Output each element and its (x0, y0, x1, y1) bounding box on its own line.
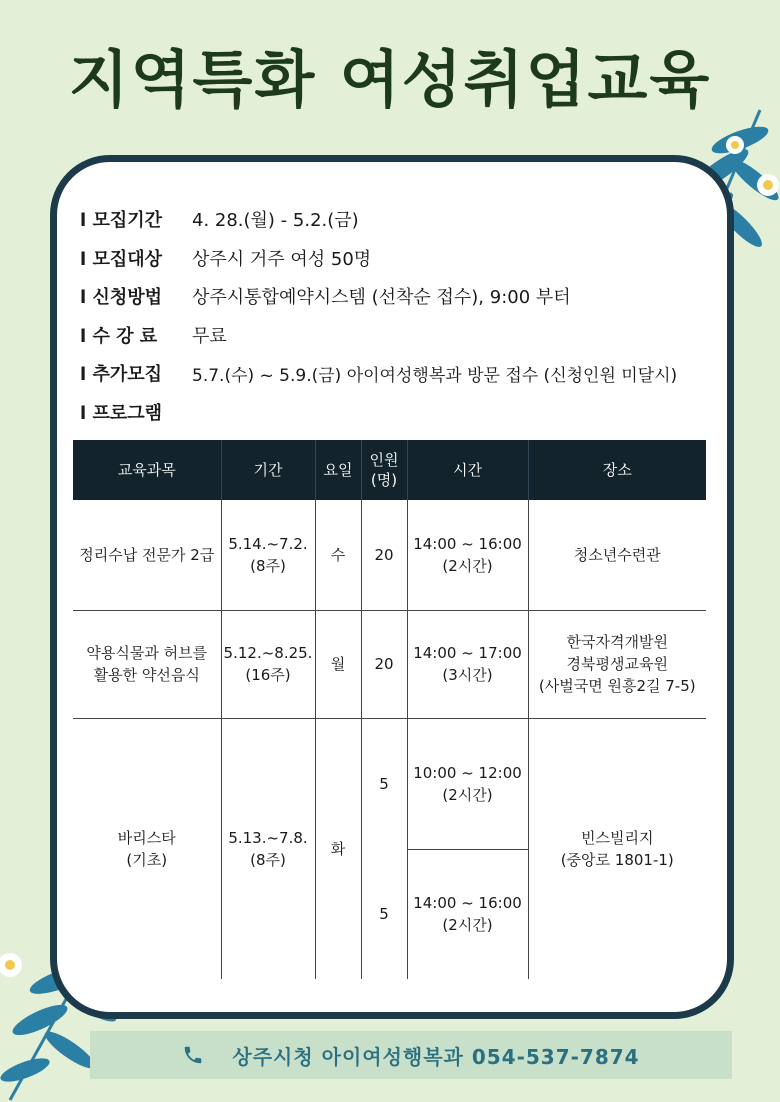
table-row (73, 718, 706, 849)
header-period: 기간 (221, 440, 315, 500)
info-label: l 신청방법 (80, 283, 192, 309)
info-label: l 수 강 료 (80, 322, 192, 348)
info-value: 상주시 거주 여성 50명 (192, 248, 372, 270)
phone-icon (182, 1044, 204, 1066)
contact-text: 상주시청 아이여성행복과 054-537-7874 (232, 1044, 640, 1069)
info-value: 상주시통합예약시스템 (선착순 접수), 9:00 부터 (192, 287, 571, 309)
cell-time: 10:00 ~ 12:00 (2시간) (407, 718, 528, 849)
header-people: 인원 (명) (361, 440, 407, 500)
info-label: l 추가모집 (80, 360, 192, 386)
cell-people: 5 (361, 849, 407, 979)
cell-day: 월 (315, 610, 361, 718)
info-list (80, 200, 740, 431)
info-value: 무료 (192, 325, 227, 347)
cell-day: 수 (315, 500, 361, 610)
cell-period: 5.14.~7.2. (8주) (221, 500, 315, 610)
info-row-apply-method (80, 277, 740, 316)
cell-period: 5.12.~8.25. (16주) (221, 610, 315, 718)
program-table (73, 440, 706, 979)
header-time: 시간 (407, 440, 528, 500)
header-day: 요일 (315, 440, 361, 500)
info-row-recruit-period (80, 200, 740, 239)
cell-place: 빈스빌리지 (중앙로 1801-1) (528, 718, 706, 979)
cell-day: 화 (315, 718, 361, 979)
cell-people: 20 (361, 500, 407, 610)
header-course: 교육과목 (73, 440, 221, 500)
contact-bar (90, 1031, 732, 1079)
info-row-fee (80, 316, 740, 355)
info-row-additional (80, 354, 740, 393)
cell-people: 20 (361, 610, 407, 718)
table-header-row (73, 440, 706, 500)
cell-place: 한국자격개발원 경북평생교육원 (사벌국면 원흥2길 7-5) (528, 610, 706, 718)
cell-period: 5.13.~7.8. (8주) (221, 718, 315, 979)
info-value: 4. 28.(월) - 5.2.(금) (192, 210, 359, 232)
page-title: 지역특화 여성취업교육 (68, 43, 712, 116)
info-label: l 모집대상 (80, 245, 192, 271)
info-row-program (80, 393, 740, 432)
table-row (73, 500, 706, 610)
info-label: l 모집기간 (80, 206, 192, 232)
info-value: 5.7.(수) ~ 5.9.(금) 아이여성행복과 방문 접수 (신청인원 미달시) (192, 365, 678, 386)
header-place: 장소 (528, 440, 706, 500)
info-row-target (80, 239, 740, 278)
table-row (73, 610, 706, 718)
cell-time: 14:00 ~ 17:00 (3시간) (407, 610, 528, 718)
cell-time: 14:00 ~ 16:00 (2시간) (407, 500, 528, 610)
cell-place: 청소년수련관 (528, 500, 706, 610)
cell-course: 약용식물과 허브를 활용한 약선음식 (73, 610, 221, 718)
cell-course: 바리스타 (기초) (117, 828, 176, 869)
cell-time: 14:00 ~ 16:00 (2시간) (407, 849, 528, 979)
info-label: l 프로그램 (80, 399, 192, 425)
cell-people: 5 (361, 718, 407, 849)
cell-course: 정리수납 전문가 2급 (73, 500, 221, 610)
